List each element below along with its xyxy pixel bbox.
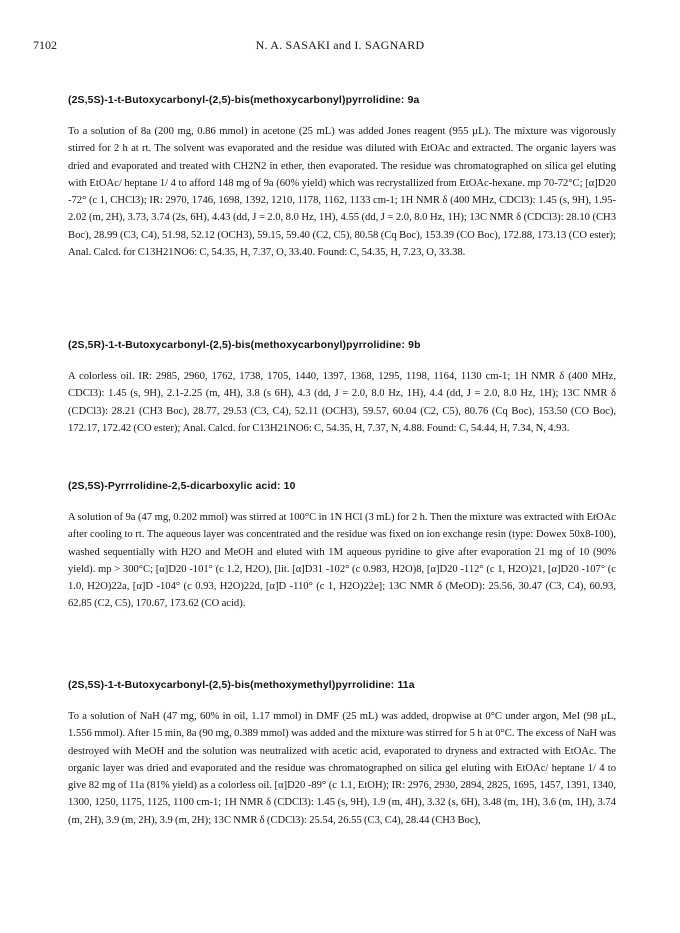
section-9a <box>68 95 616 261</box>
section-9b <box>68 340 616 437</box>
section-title: (2S,5S)-1-t-Butoxycarbonyl-(2,5)-bis(methoxycarbonyl)pyrrolidine: 9a <box>68 95 420 106</box>
page-number: 7102 <box>33 38 57 52</box>
section-body: A solution of 9a (47 mg, 0.202 mmol) was stirred at 100°C in 1N HCl (3 mL) for 2 h. Then the mixture was extracted with EtOAc after cooling to rt. The aqueous layer was concentrated and the residue was fixed on ion exchange resin (type: Dowex 50x8-100), washed sequentially with H2O and MeOH and eluted with 1M aqueous pyridine to give after evaporation 21 mg of 10 (90% yield). mp > 300°C; [α]D20 -101° (c 1.2, H2O), [lit. [α]D31 -102° (c 0.983, H2O)8, [α]D20 -112° (c 1, H2O)21, [α]D20 -107° (c 1.0, H2O)22a, [α]D -104° (c 0.93, H2O)22d, [α]D -110° (c 1, H2O)22e]; 13C NMR δ (MeOD): 25.56, 30.47 (C3, C4), 60.93, 62.85 (C2, C5), 170.67, 173.62 (CO acid). <box>68 512 616 610</box>
section-title: (2S,5S)-Pyrrrolidine-2,5-dicarboxylic acid: 10 <box>68 481 296 492</box>
section-title: (2S,5R)-1-t-Butoxycarbonyl-(2,5)-bis(methoxycarbonyl)pyrrolidine: 9b <box>68 340 421 351</box>
section-title: (2S,5S)-1-t-Butoxycarbonyl-(2,5)-bis(methoxymethyl)pyrrolidine: 11a <box>68 680 415 691</box>
running-head: N. A. SASAKI and I. SAGNARD <box>255 38 425 52</box>
section-10 <box>68 481 616 613</box>
section-11a <box>68 680 616 829</box>
section-body: A colorless oil. IR: 2985, 2960, 1762, 1738, 1705, 1440, 1397, 1368, 1295, 1198, 1164, 1130 cm-1; 1H NMR δ (400 MHz, CDCl3): 1.45 (s, 9H), 2.1-2.25 (m, 4H), 3.8 (s 6H), 4.3 (dd, J = 2.0, 8.0 Hz, 1H), 4.4 (dd, J = 2.0, 8.0 Hz, 1H); 13C NMR δ (CDCl3): 28.21 (CH3 Boc), 28.77, 29.53 (C3, C4), 52.11 (OCH3), 59.57, 60.04 (C2, C5), 80.76 (Cq Boc), 153.50 (CO Boc), 172.17, 172.42 (CO ester); Anal. Calcd. for C13H21NO6: C, 54.35, H, 7.37, N, 4.88. Found: C, 54.44, H, 7.34, N, 4.93. <box>68 371 616 434</box>
section-body: To a solution of NaH (47 mg, 60% in oil, 1.17 mmol) in DMF (25 mL) was added, dropwise at 0°C under argon, MeI (98 µL, 1.556 mmol). After 15 min, 8a (90 mg, 0.389 mmol) was added and the mixture was stirred for 5 h at 0°C. The excess of NaH was destroyed with MeOH and the solution was neutralized with acetic acid, evaporated to dryness and extracted with EtOAc. The organic layer was dried and evaporated and the residue was chromatographed on silica gel eluting with EtOAc/ heptane 1/ 4 to give 82 mg of 11a (81% yield) as a colorless oil. [α]D20 -89° (c 1.1, EtOH); IR: 2976, 2930, 2894, 2825, 1695, 1457, 1391, 1340, 1300, 1250, 1175, 1125, 1100 cm-1; 1H NMR δ (CDCl3): 1.45 (s, 9H), 1.9 (m, 4H), 3.32 (s, 6H), 3.48 (m, 1H), 3.6 (m, 1H), 3.74 (m, 2H), 3.9 (m, 2H), 3.9 (m, 2H); 13C NMR δ (CDCl3): 25.54, 26.55 (C3, C4), 28.44 (CH3 Boc), <box>68 711 616 826</box>
section-body: To a solution of 8a (200 mg, 0.86 mmol) in acetone (25 mL) was added Jones reagent (955 µL). The mixture was vigorously stirred for 2 h at rt. The solvent was evaporated and the residue was diluted with EtOAc and extracted. The organic layers was dried and evaporated and treated with CH2N2 in ether, then evaporated. The residue was chromatographed on silica gel eluting with EtOAc/ heptane 1/ 4 to afford 148 mg of 9a (60% yield) which was recrystallized from EtOAc-hexane. mp 70-72°C; [α]D20 -72° (c 1, CHCl3); IR: 2970, 1746, 1698, 1392, 1210, 1178, 1162, 1133 cm-1; 1H NMR δ (400 MHz, CDCl3): 1.45 (s, 9H), 1.95-2.02 (m, 2H), 3.73, 3.74 (2s, 6H), 4.43 (dd, J = 2.0, 8.0 Hz, 1H), 4.55 (dd, J = 2.0, 8.0 Hz, 1H); 13C NMR δ (CDCl3): 28.10 (CH3 Boc), 28.99 (C3, C4), 51.98, 52.12 (OCH3), 59.15, 59.40 (C2, C5), 80.58 (Cq Boc), 153.39 (CO Boc), 172.88, 173.13 (CO ester); Anal. Calcd. for C13H21NO6: C, 54.35, H, 7.37, O, 33.40. Found: C, 54.35, H, 7.23, O, 33.38. <box>68 126 616 259</box>
